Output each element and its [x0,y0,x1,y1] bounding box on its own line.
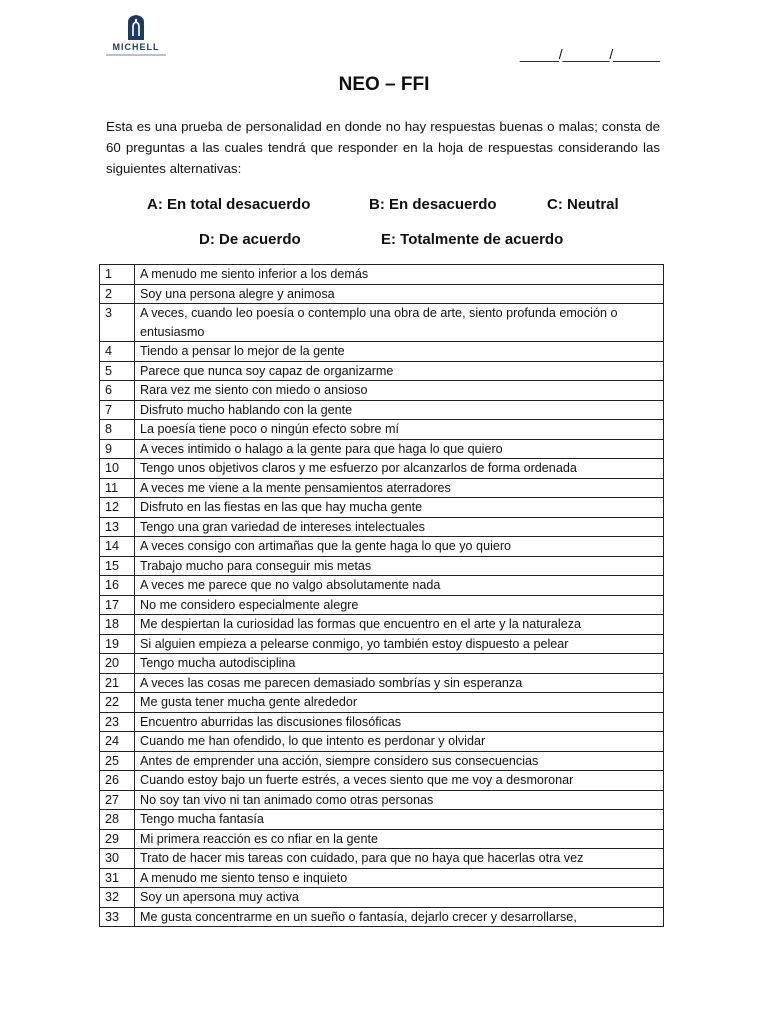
question-number: 12 [100,498,135,518]
question-text: No soy tan vivo ni tan animado como otras personas [135,790,664,810]
instructions-paragraph: Esta es una prueba de personalidad en donde no hay respuestas buenas o malas; consta de 60 preguntas a las cuales tendrá que responder en la hoja de respuestas considerando las siguientes alternativas: [106,119,660,176]
question-number: 14 [100,537,135,557]
alternative-e: E: Totalmente de acuerdo [381,231,564,248]
table-row [100,400,664,420]
question-number: 18 [100,615,135,635]
question-text: Tengo una gran variedad de intereses intelectuales [135,517,664,537]
table-row [100,556,664,576]
table-row [100,634,664,654]
question-number: 32 [100,888,135,908]
table-row [100,381,664,401]
table-row [100,478,664,498]
question-text: Trato de hacer mis tareas con cuidado, para que no haya que hacerlas otra vez [135,849,664,869]
table-row [100,673,664,693]
questions-table [99,264,664,927]
table-row [100,712,664,732]
question-text: Cuando me han ofendido, lo que intento es perdonar y olvidar [135,732,664,752]
question-text: Mi primera reacción es co nfiar en la gente [135,829,664,849]
logo-tagline-line [106,54,166,56]
table-row [100,771,664,791]
question-text: Me despiertan la curiosidad las formas que encuentro en el arte y la naturaleza [135,615,664,635]
table-row [100,810,664,830]
question-number: 20 [100,654,135,674]
question-text: Parece que nunca soy capaz de organizarme [135,361,664,381]
question-number: 5 [100,361,135,381]
table-row [100,498,664,518]
question-text: A veces intimido o halago a la gente para que haga lo que quiero [135,439,664,459]
question-number: 4 [100,342,135,362]
question-number: 30 [100,849,135,869]
question-text: Encuentro aburridas las discusiones filosóficas [135,712,664,732]
question-number: 21 [100,673,135,693]
question-text: A veces las cosas me parecen demasiado sombrías y sin esperanza [135,673,664,693]
question-text: Tengo mucha fantasía [135,810,664,830]
table-row [100,361,664,381]
table-row [100,888,664,908]
question-number: 3 [100,304,135,342]
question-number: 33 [100,907,135,927]
alternative-a: A: En total desacuerdo [147,196,311,213]
question-number: 7 [100,400,135,420]
question-number: 2 [100,284,135,304]
table-row [100,439,664,459]
question-number: 10 [100,459,135,479]
question-text: A veces consigo con artimañas que la gente haga lo que yo quiero [135,537,664,557]
question-number: 23 [100,712,135,732]
question-text: Rara vez me siento con miedo o ansioso [135,381,664,401]
logo-wordmark: MICHELL [112,42,160,52]
table-row [100,693,664,713]
question-number: 29 [100,829,135,849]
question-text: Trabajo mucho para conseguir mis metas [135,556,664,576]
logo-emblem-icon [125,14,147,42]
question-text: Soy un apersona muy activa [135,888,664,908]
question-text: Cuando estoy bajo un fuerte estrés, a veces siento que me voy a desmoronar [135,771,664,791]
question-number: 6 [100,381,135,401]
alternative-b: B: En desacuerdo [369,196,497,213]
table-row [100,868,664,888]
question-number: 17 [100,595,135,615]
table-row [100,537,664,557]
table-row [100,907,664,927]
question-text: Tengo mucha autodisciplina [135,654,664,674]
question-text: A menudo me siento tenso e inquieto [135,868,664,888]
question-text: No me considero especialmente alegre [135,595,664,615]
question-text: A veces, cuando leo poesía o contemplo una obra de arte, siento profunda emoción o entusiasmo [135,304,664,342]
table-row [100,790,664,810]
table-row [100,654,664,674]
table-row [100,849,664,869]
question-number: 31 [100,868,135,888]
table-row [100,829,664,849]
question-text: La poesía tiene poco o ningún efecto sobre mí [135,420,664,440]
questions-table-body [100,265,664,927]
question-number: 11 [100,478,135,498]
alternative-d: D: De acuerdo [199,231,301,248]
question-text: Me gusta tener mucha gente alrededor [135,693,664,713]
question-text: Soy una persona alegre y animosa [135,284,664,304]
question-text: A veces me parece que no valgo absolutamente nada [135,576,664,596]
table-row [100,751,664,771]
question-number: 8 [100,420,135,440]
question-number: 1 [100,265,135,285]
question-text: A menudo me siento inferior a los demás [135,265,664,285]
table-row [100,732,664,752]
table-row [100,420,664,440]
table-row [100,595,664,615]
table-row [100,459,664,479]
question-number: 16 [100,576,135,596]
question-number: 13 [100,517,135,537]
table-row [100,576,664,596]
page-title: NEO – FFI [338,74,430,95]
question-text: Antes de emprender una acción, siempre considero sus consecuencias [135,751,664,771]
alternative-c: C: Neutral [547,196,619,213]
question-text: Si alguien empieza a pelearse conmigo, yo también estoy dispuesto a pelear [135,634,664,654]
table-row [100,517,664,537]
question-number: 24 [100,732,135,752]
table-row [100,342,664,362]
table-row [100,284,664,304]
question-text: A veces me viene a la mente pensamientos aterradores [135,478,664,498]
question-text: Tiendo a pensar lo mejor de la gente [135,342,664,362]
question-number: 26 [100,771,135,791]
question-number: 28 [100,810,135,830]
question-number: 22 [100,693,135,713]
question-number: 15 [100,556,135,576]
question-number: 9 [100,439,135,459]
date-field: _____/______/______ [519,46,660,62]
question-text: Disfruto en las fiestas en las que hay mucha gente [135,498,664,518]
question-number: 25 [100,751,135,771]
question-text: Tengo unos objetivos claros y me esfuerzo por alcanzarlos de forma ordenada [135,459,664,479]
table-row [100,304,664,342]
question-text: Disfruto mucho hablando con la gente [135,400,664,420]
question-number: 19 [100,634,135,654]
table-row [100,615,664,635]
company-logo [104,14,168,66]
question-text: Me gusta concentrarme en un sueño o fantasía, dejarlo crecer y desarrollarse, [135,907,664,927]
table-row [100,265,664,285]
question-number: 27 [100,790,135,810]
